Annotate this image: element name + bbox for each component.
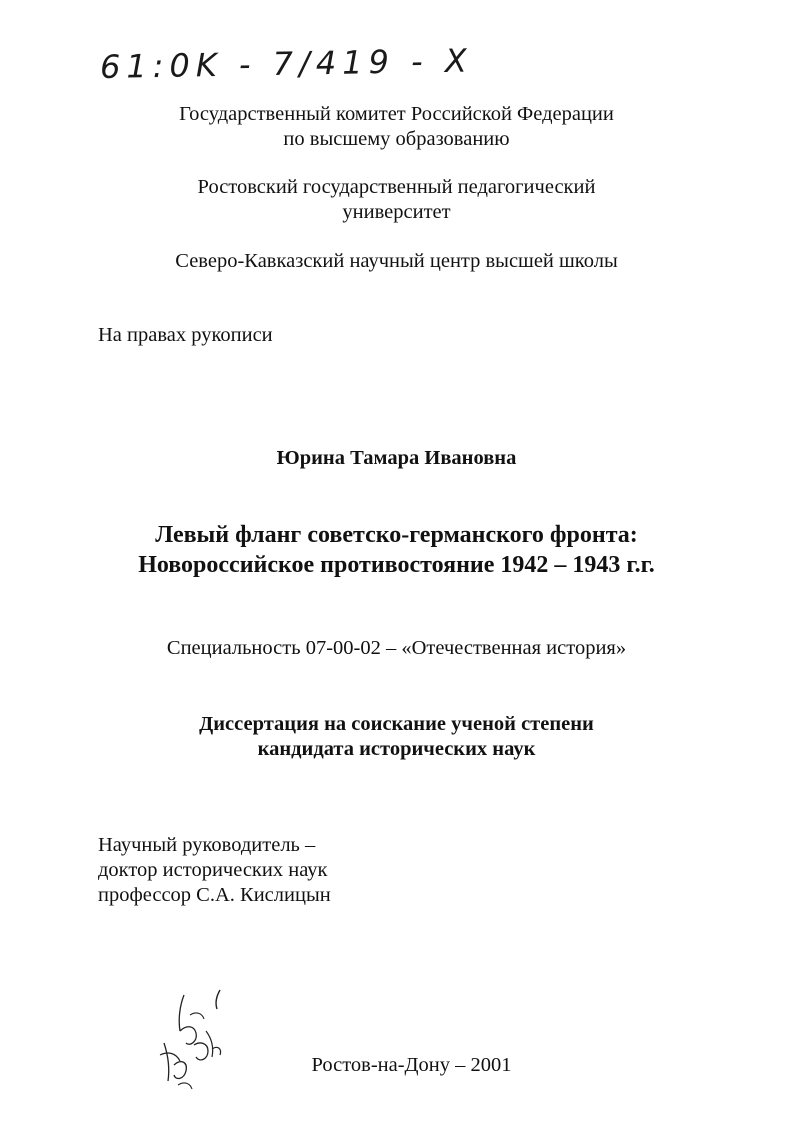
university-line-1: Ростовский государственный педагогический [197, 176, 596, 198]
degree-line-1: Диссертация на соискание ученой степени [199, 713, 594, 735]
supervisor-line-2: доктор исторических наук [98, 859, 328, 881]
supervisor-line-1: Научный руководитель – [98, 834, 316, 856]
handwritten-signature [150, 985, 240, 1095]
university-line-2: университет [342, 201, 451, 223]
place-and-year: Ростов-на-Дону – 2001 [311, 1054, 512, 1076]
author-name: Юрина Тамара Ивановна [276, 447, 517, 469]
rights-note: На правах рукописи [98, 324, 273, 346]
dissertation-title-line-1: Левый фланг советско-германского фронта: [155, 522, 638, 548]
specialty-line: Специальность 07-00-02 – «Отечественная история» [166, 637, 627, 659]
degree-line-2: кандидата исторических наук [257, 738, 536, 760]
research-center-line: Северо-Кавказский научный центр высшей школы [175, 250, 618, 272]
committee-line-1: Государственный комитет Российской Федерации [179, 103, 614, 125]
dissertation-title-line-2: Новороссийское противостояние 1942 – 1943 г.г. [138, 552, 655, 578]
supervisor-line-3: профессор С.А. Кислицын [98, 884, 331, 906]
committee-line-2: по высшему образованию [283, 128, 510, 150]
archive-code-handwritten: 61:0K - 7/419 - X [99, 41, 474, 86]
